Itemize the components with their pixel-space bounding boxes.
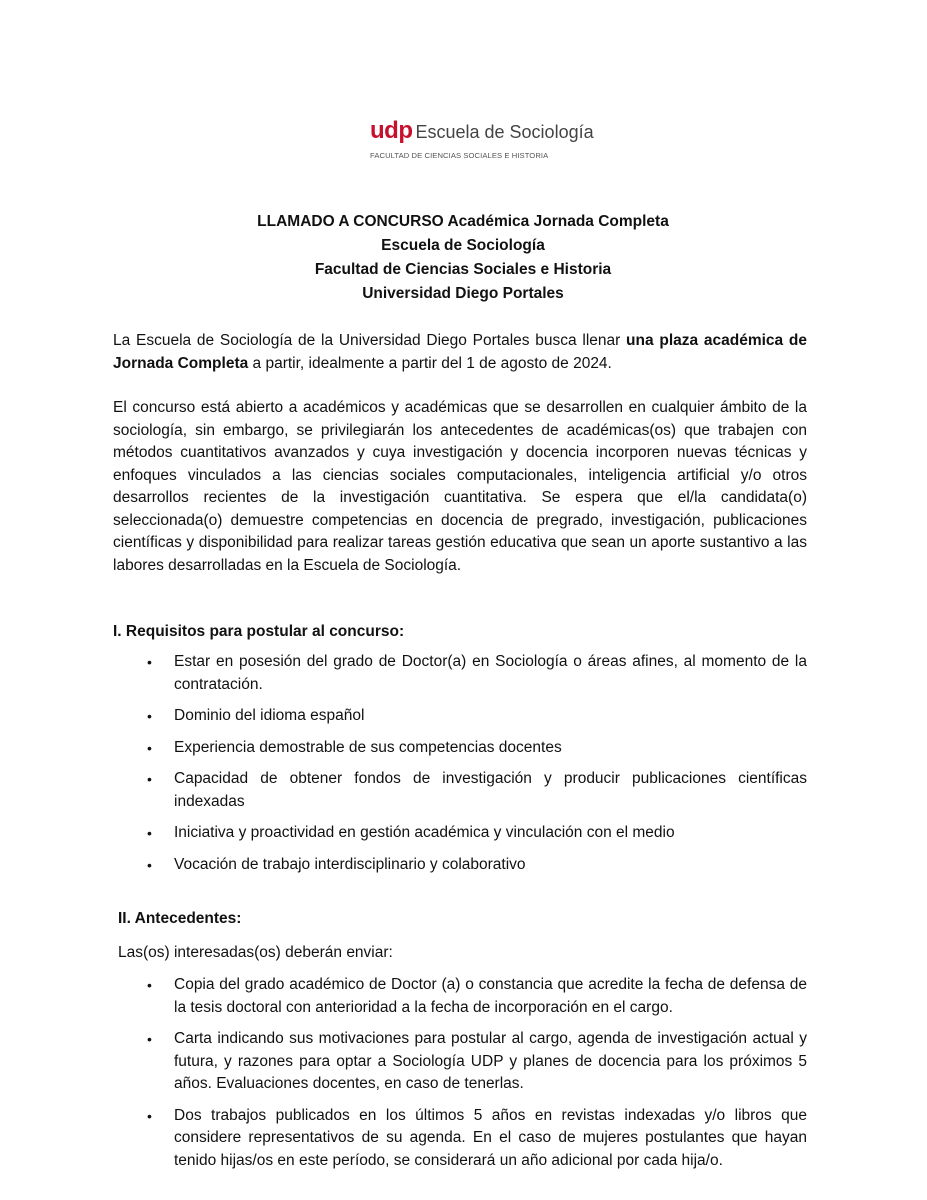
heading-line-2: Escuela de Sociología [381,237,545,254]
bullet-icon: • [147,654,152,670]
list-item [113,822,807,845]
description-paragraph: El concurso está abierto a académicos y académicas que se desarrollen en cualquier ámbito de la sociología, sin embargo, se privilegiarán los antecedentes de académicas(os) que trabajen con métodos cuantitativos avanzados y cuya investigación y docencia incorporen nuevas técnicas y enfoques vinculados a las ciencias sociales computacionales, inteligencia artificial y/o otros desarrollos recientes de la investigación cuantitativa. Se espera que el/la candidata(o) seleccionada(o) demuestre competencias en docencia de pregrado, investigación, publicaciones científicas y disponibilidad para realizar tareas gestión educativa que sean un aporte sustantivo a las labores desarrolladas en la Escuela de Sociología. [113,399,807,574]
antecedentes-intro: Las(os) interesadas(os) deberán enviar: [118,944,393,961]
requirements-title: I. Requisitos para postular al concurso: [113,623,405,640]
list-item-text: Copia del grado académico de Doctor (a) o constancia que acredite la fecha de defensa de la tesis doctoral con anterioridad a la fecha de incorporación en el cargo. [174,976,807,1016]
heading-line-4: Universidad Diego Portales [362,285,564,302]
list-item-text: Estar en posesión del grado de Doctor(a) en Sociología o áreas afines, al momento de la contratación. [174,653,807,693]
udp-logo-mark: udp [370,117,413,144]
requirements-list [113,651,807,885]
list-item-text: Vocación de trabajo interdisciplinario y colaborativo [174,855,526,873]
bullet-icon: • [147,1107,152,1124]
list-item [113,768,807,813]
intro-text-1: La Escuela de Sociología de la Universidad Diego Portales busca llenar [113,332,627,349]
list-item [113,1028,807,1096]
bullet-icon: • [147,708,152,724]
list-item [113,705,807,728]
list-item [113,974,807,1019]
bullet-icon: • [147,739,152,756]
list-item-text: Dominio del idioma español [174,707,365,724]
intro-text-2: a partir, idealmente a partir del 1 de agosto de 2024. [248,354,612,372]
antecedentes-list [113,974,807,1181]
list-item-text: Experiencia demostrable de sus competencias docentes [174,738,562,756]
antecedentes-title: II. Antecedentes: [118,910,242,927]
logo-faculty-name: FACULTAD DE CIENCIAS SOCIALES E HISTORIA [370,151,549,160]
list-item-text: Capacidad de obtener fondos de investigación y producir publicaciones científicas indexadas [174,770,807,810]
document-heading [113,210,813,306]
bullet-icon: • [147,856,152,873]
list-item [113,651,807,696]
list-item-text: Dos trabajos publicados en los últimos 5 años en revistas indexadas y/o libros que considere representativos de su agenda. En el caso de mujeres postulantes que hayan tenido hijas/os en este período, se considerará un año adicional por cada hija/o. [174,1106,807,1169]
udp-logo [370,118,610,160]
list-item-text: Iniciativa y proactividad en gestión académica y vinculación con el medio [174,824,675,841]
heading-line-3: Facultad de Ciencias Sociales e Historia [314,261,612,278]
intro-bold-text: una plaza académica de Jornada Completa [113,332,807,372]
bullet-icon: • [147,1031,152,1047]
list-item-text: Carta indicando sus motivaciones para postular al cargo, agenda de investigación actual y futura, y razones para optar a Sociología UDP y planes de docencia para los próximos 5 años. Evaluaciones docentes, en caso de tenerlas. [174,1030,807,1092]
list-item [113,1105,807,1173]
logo-school-name: Escuela de Sociología [415,122,594,142]
list-item [113,854,807,877]
intro-paragraph [113,330,807,375]
bullet-icon: • [147,771,152,787]
list-item [113,737,807,760]
heading-line-1: LLAMADO A CONCURSO Académica Jornada Completa [257,213,669,230]
bullet-icon: • [147,977,152,993]
bullet-icon: • [147,825,152,841]
